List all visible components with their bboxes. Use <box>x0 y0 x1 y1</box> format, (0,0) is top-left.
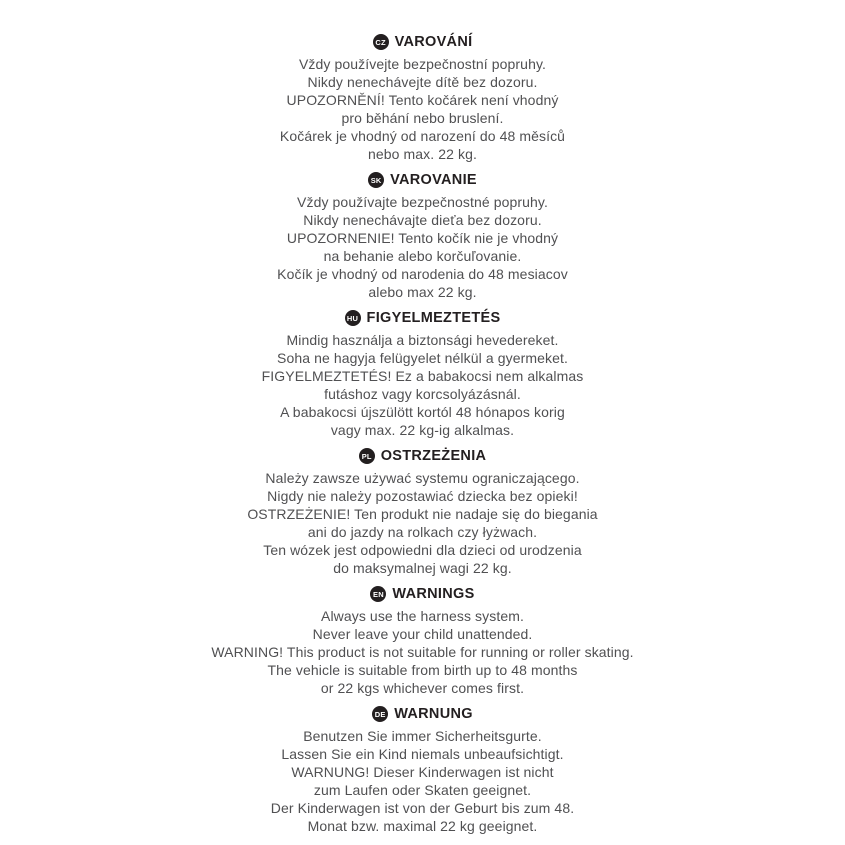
warning-line: Nikdy nenechávejte dítě bez dozoru. <box>307 74 538 90</box>
warning-line: Należy zawsze używać systemu ograniczającego. <box>265 470 580 486</box>
warning-line: ani do jazdy na rolkach czy łyżwach. <box>307 524 538 540</box>
warning-line: FIGYELMEZTETÉS! Ez a babakocsi nem alkalmas <box>261 368 584 384</box>
section-title: VAROVÁNÍ <box>394 34 473 50</box>
section-body <box>211 469 633 577</box>
section-heading <box>211 171 633 189</box>
warning-section-sk <box>211 171 633 301</box>
warning-line: Vždy používejte bezpečnostní popruhy. <box>298 56 547 72</box>
warning-section-cz <box>211 33 633 163</box>
section-body <box>211 55 633 163</box>
warning-section-pl <box>211 447 633 577</box>
warning-line: Kočík je vhodný od narodenia do 48 mesiacov <box>277 266 568 282</box>
warning-line: Benutzen Sie immer Sicherheitsgurte. <box>303 728 542 744</box>
warning-line: WARNING! This product is not suitable for running or roller skating. <box>211 644 634 660</box>
section-body <box>211 193 633 301</box>
warning-section-hu <box>211 309 633 439</box>
warning-line: Monat bzw. maximal 22 kg geeignet. <box>307 818 538 834</box>
warning-line: Never leave your child unattended. <box>312 626 533 642</box>
warning-line: WARNUNG! Dieser Kinderwagen ist nicht <box>291 764 554 780</box>
warning-line: Lassen Sie ein Kind niemals unbeaufsichtigt. <box>281 746 564 762</box>
section-heading <box>211 705 633 723</box>
warning-line: The vehicle is suitable from birth up to 48 months <box>267 662 578 678</box>
cz-language-badge-icon: CZ <box>373 34 389 50</box>
section-heading <box>211 33 633 51</box>
en-language-badge-icon: EN <box>370 586 386 602</box>
warning-line: or 22 kgs whichever comes first. <box>320 680 525 696</box>
section-title: WARNINGS <box>392 586 475 602</box>
section-title: WARNUNG <box>394 706 473 722</box>
section-title: VAROVANIE <box>390 172 477 188</box>
warning-section-de <box>211 705 633 835</box>
section-title: FIGYELMEZTETÉS <box>366 310 501 326</box>
warning-line: Ten wózek jest odpowiedni dla dzieci od urodzenia <box>263 542 582 558</box>
hu-language-badge-icon: HU <box>345 310 361 326</box>
warning-line: do maksymalnej wagi 22 kg. <box>333 560 512 576</box>
warning-line: futáshoz vagy korcsolyázásnál. <box>324 386 521 402</box>
section-heading <box>211 309 633 327</box>
warning-line: UPOZORNENIE! Tento kočík nie je vhodný <box>286 230 559 246</box>
section-body <box>211 727 633 835</box>
de-language-badge-icon: DE <box>372 706 388 722</box>
pl-language-badge-icon: PL <box>359 448 375 464</box>
section-title: OSTRZEŻENIA <box>380 448 487 464</box>
warning-line: pro běhání nebo bruslení. <box>341 110 504 126</box>
warning-line: zum Laufen oder Skaten geeignet. <box>313 782 532 798</box>
warning-line: Der Kinderwagen ist von der Geburt bis zum 48. <box>270 800 575 816</box>
warning-line: vagy max. 22 kg-ig alkalmas. <box>330 422 515 438</box>
section-heading <box>211 447 633 465</box>
section-heading <box>211 585 633 603</box>
warning-line: UPOZORNĚNÍ! Tento kočárek není vhodný <box>286 92 559 108</box>
section-body <box>211 331 633 439</box>
sk-language-badge-icon: SK <box>368 172 384 188</box>
warning-line: Vždy používajte bezpečnostné popruhy. <box>297 194 548 210</box>
warning-line: A babakocsi újszülött kortól 48 hónapos korig <box>280 404 565 420</box>
warning-line: na behanie alebo korčuľovanie. <box>323 248 522 264</box>
warning-line: Always use the harness system. <box>321 608 524 624</box>
warning-line: Kočárek je vhodný od narození do 48 měsíců <box>279 128 566 144</box>
warning-section-en <box>211 585 633 697</box>
warning-line: Soha ne hagyja felügyelet nélkül a gyermeket. <box>277 350 568 366</box>
warning-line: nebo max. 22 kg. <box>368 146 477 162</box>
warning-line: alebo max 22 kg. <box>368 284 477 300</box>
warning-line: Nigdy nie należy pozostawiać dziecka bez opieki! <box>267 488 578 504</box>
warning-line: OSTRZEŻENIE! Ten produkt nie nadaje się do biegania <box>247 506 598 522</box>
warning-sections-list <box>211 33 633 843</box>
warning-line: Nikdy nenechávajte dieťa bez dozoru. <box>303 212 542 228</box>
section-body <box>211 607 633 697</box>
warning-line: Mindig használja a biztonsági hevedereket. <box>286 332 559 348</box>
